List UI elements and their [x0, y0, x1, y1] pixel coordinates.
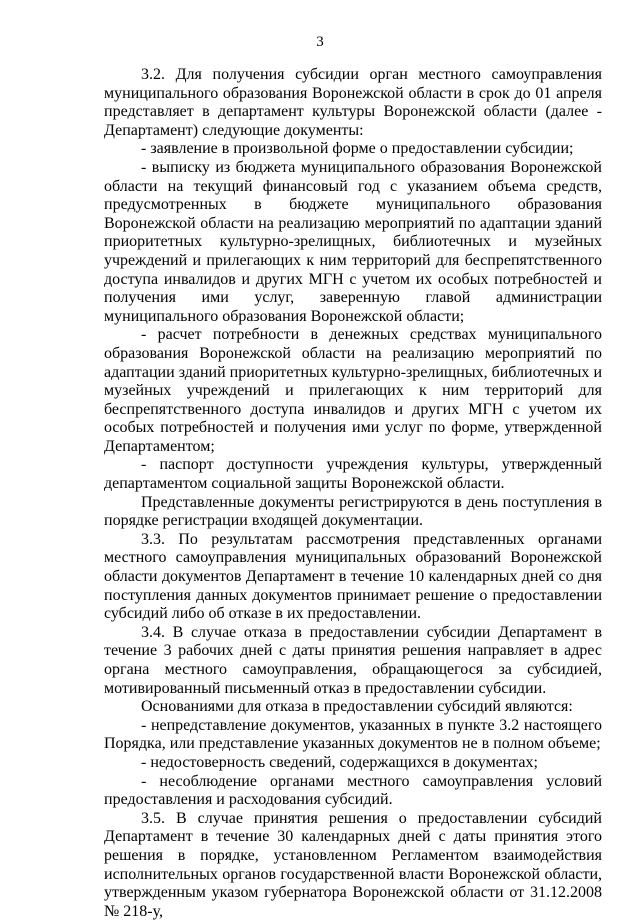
page-number: 3: [316, 34, 324, 50]
list-item-budget-extract: - выписку из бюджета муниципального образования Воронежской области на текущий финансовый год с указанием объема средств, предусмотренных в бюджете муниципального образования Воронежской области на реализацию мероприятий по адаптации зданий приоритетных культурно-зрелищных, библиотечных и музейных учреждений и прилегающих к ним территорий для беспрепятственного доступа инвалидов и других МГН с учетом их особых потребностей и получения ими услуг, заверенную главой администрации муниципального образования Воронежской области;: [104, 158, 602, 325]
paragraph-registration: Представленные документы регистрируются в день поступления в порядке регистрации входящей документации.: [104, 493, 602, 530]
list-item-application: - заявление в произвольной форме о предоставлении субсидии;: [141, 140, 574, 158]
list-item-funding-calculation: - расчет потребности в денежных средствах муниципального образования Воронежской области на реализацию мероприятий по адаптации зданий приоритетных культурно-зрелищных, библиотечных и музейных учреждений и прилегающих к ним территорий для беспрепятственного доступа инвалидов и других МГН с учетом их особых потребностей и получения ими услуг по форме, утвержденной Департаментом;: [104, 326, 602, 455]
paragraph-3-3: 3.3. По результатам рассмотрения представленных органами местного самоуправления муниципальных образований Воронежской области документов Департамент в течение 10 календарных дней со дня поступления данных документов принимает решение о предоставлении субсидий либо об отказе в их предоставлении.: [104, 530, 602, 623]
paragraph-3-2-intro: 3.2. Для получения субсидии орган местного самоуправления муниципального образования Воронежской области в срок до 01 апреля представляет в департамент культуры Воронежской области (далее - Департамент) следующие документы:: [104, 66, 602, 139]
list-item-incomplete-documents: - непредставление документов, указанных в пункте 3.2 настоящего Порядка, или представление указанных документов не в полном объеме;: [104, 716, 602, 753]
paragraph-3-4: 3.4. В случае отказа в предоставлении субсидии Департамент в течение 3 рабочих дней с даты принятия решения направляет в адрес органа местного самоуправления, обращающегося за субсидией, мотивированный письменный отказ в предоставлении субсидии.: [104, 623, 602, 697]
list-item-accessibility-passport: - паспорт доступности учреждения культуры, утвержденный департаментом социальной защиты Воронежской области.: [104, 456, 602, 493]
document-body: [104, 66, 602, 921]
paragraph-refusal-grounds: Основаниями для отказа в предоставлении субсидий являются:: [141, 698, 573, 716]
list-item-inaccurate-info: - недостоверность сведений, содержащихся в документах;: [141, 753, 538, 771]
list-item-noncompliance: - несоблюдение органами местного самоуправления условий предоставления и расходования субсидий.: [104, 772, 602, 809]
paragraph-3-5: 3.5. В случае принятия решения о предоставлении субсидий Департамент в течение 30 календарных дней с даты принятия этого решения в порядке, установленном Регламентом взаимодействия исполнительных органов государственной власти Воронежской области, утвержденным указом губернатора Воронежской области от 31.12.2008 № 218-у,: [104, 809, 602, 920]
